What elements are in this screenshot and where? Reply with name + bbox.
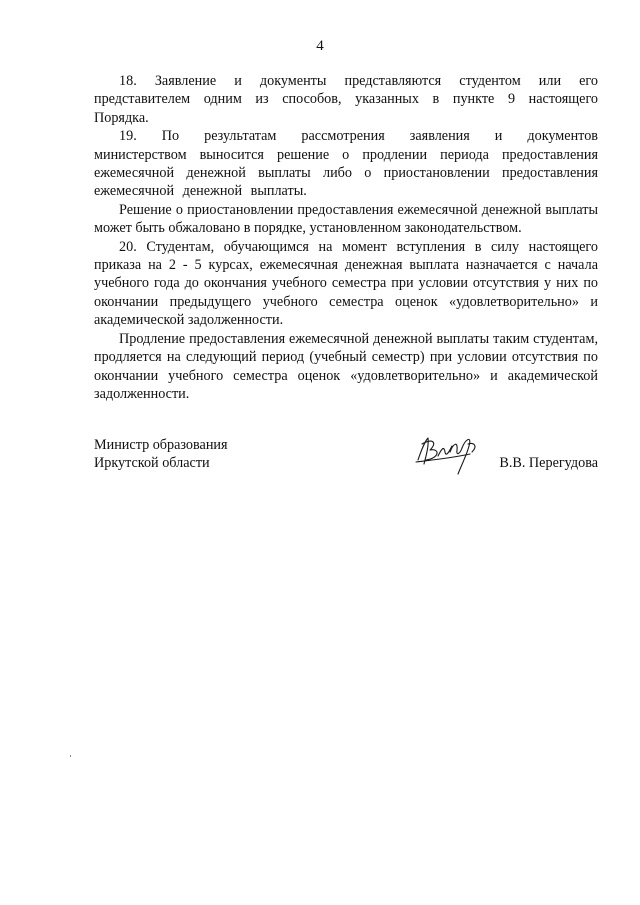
paragraph-appeal: Решение о приостановлении предоставления ежемесячной денежной выплаты может быть обжаловано в порядке, установленном законодательством. [94,201,598,237]
scan-speck [70,755,71,757]
paragraph-20: 20. Студентам, обучающимся на момент вступления в силу настоящего приказа на 2 - 5 курсах, ежемесячная денежная выплата назначается с начала учебного года до окончания учебного семестра при условии отсутствия у них по окончании предыдущего учебного семестра оценок «удовлетворительно» и академической задолженности. [94,238,598,329]
paragraph-18: 18. Заявление и документы представляются студентом или его представителем одним из способов, указанных в пункте 9 настоящего Порядка. [94,73,598,126]
signature-block [94,436,598,486]
signer-name: В.В. Перегудова [499,455,598,471]
signer-title [94,436,228,473]
paragraph-19: 19. По результатам рассмотрения заявления и документов министерством выносится решение о продлении периода предоставления ежемесячной денежной выплаты либо о приостановлении предоставления ежемесячной денежной выплаты. [94,128,598,200]
handwritten-signature [412,430,492,476]
document-body [94,72,598,403]
page-number: 4 [316,38,324,54]
paragraph-extension: Продление предоставления ежемесячной денежной выплаты таким студентам, продляется на следующий период (учебный семестр) при условии отсутствия по окончании учебного семестра оценок «удовлетворительно» и академической задолженности. [94,330,598,402]
signer-title-line-2: Иркутской области [94,455,210,472]
signer-title-line-1: Министр образования [94,437,228,453]
